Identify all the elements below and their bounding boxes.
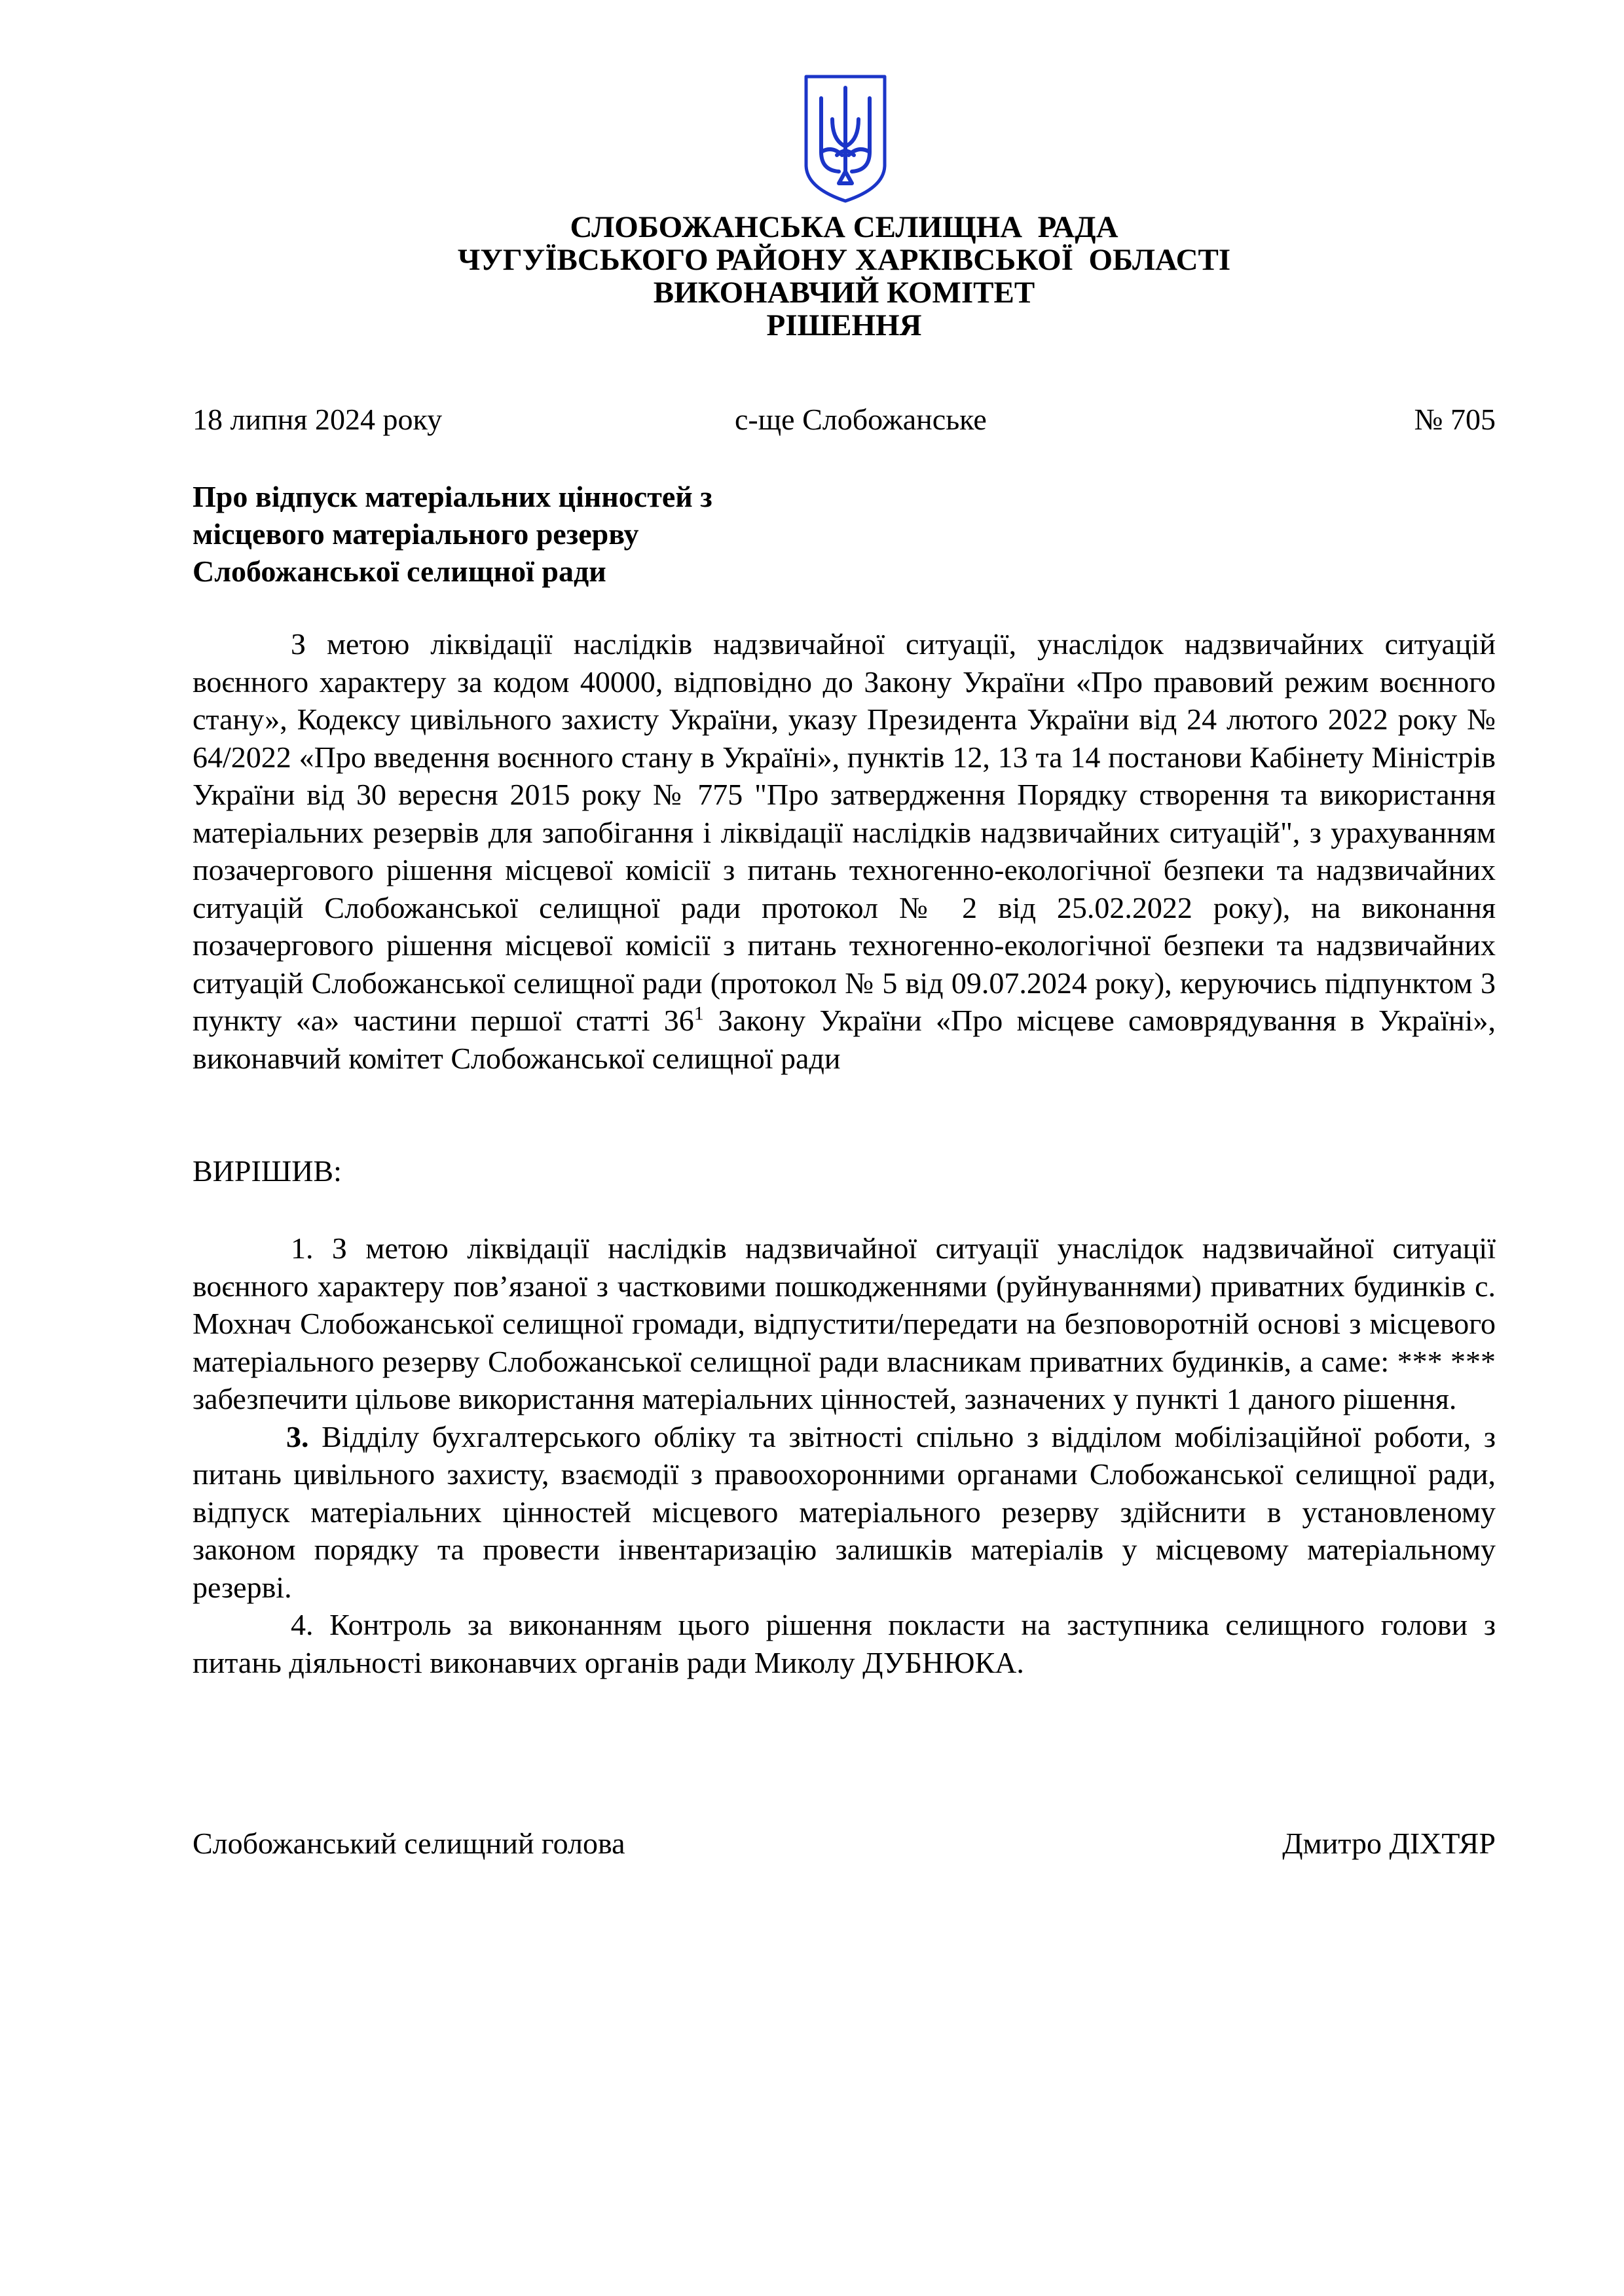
signature-title: Слобожанський селищний голова [193,1827,625,1860]
decision-subject [193,478,913,590]
decided-heading: ВИРІШИВ: [193,1154,342,1188]
signature-block [193,1825,1496,1864]
decision-meta [193,401,1496,440]
ukraine-coat-of-arms-icon [803,73,888,204]
decision-place: с-ще Слобожанське [735,403,987,436]
preamble-text: З метою ліквідації наслідків надзвичайної ситуації, унаслідок надзвичайних ситуацій воєнного характеру за кодом 40000, відповідно до Закону України «Про правовий режим воєнного стану», Кодексу цивільного захисту України, указу Президента України від 24 лютого 2022 року № 64/2022 «Про введення воєнного стану в Україні», пунктів 12, 13 та 14 постанови Кабінету Міністрів України від 30 вересня 2015 року № 775 "Про затвердження Порядку створення та використання матеріальних резервів для запобігання і ліквідації наслідків надзвичайних ситуацій", з урахуванням позачергового рішення місцевої комісії з питань техногенно-екологічної безпеки та надзвичайних ситуацій Слобожанської селищної ради протокол № 2 від 25.02.2022 року), на виконання позачергового рішення місцевої комісії з питань техногенно-екологічної безпеки та надзвичайних ситуацій Слобожанської селищної ради (протокол № 5 від 09.07.2024 року), керуючись підпунктом 3 пункту «а» частини першої статті 36 [193,627,1496,1037]
article-superscript: 1 [693,1002,704,1025]
subject-line: Про відпуск матеріальних цінностей з [193,480,712,513]
decision-items [193,1230,1496,1681]
council-header [193,211,1496,342]
decision-item-1: 1. З метою ліквідації наслідків надзвичайної ситуації унаслідок надзвичайної ситуації воєнного характеру пов’язаної з частковими пошкодженнями (руйнуваннями) приватних будинків с. Мохнач Слобожанської селищної громади, відпустити/передати на безповоротній основі з місцевого матеріального резерву Слобожанської селищної ради власникам приватних будинків, а саме: *** *** забезпечити цільове використання матеріальних цінностей, зазначених у пункті 1 даного рішення. [193,1231,1496,1415]
header-district: ЧУГУЇВСЬКОГО РАЙОНУ ХАРКІВСЬКОЇ ОБЛАСТІ [457,243,1231,277]
decision-item-3 [193,1418,1496,1607]
preamble-paragraph [193,625,1496,1077]
decision-date: 18 липня 2024 року [193,403,443,436]
preamble-text-end: Закону України «Про місцеве самоврядування в Україні», виконавчий комітет Слобожанської селищної ради [193,1004,1496,1075]
subject-line: місцевого матеріального резерву [193,517,639,551]
header-committee: ВИКОНАВЧИЙ КОМІТЕТ [653,276,1035,310]
header-doc-type: РІШЕННЯ [766,308,922,342]
header-council-name: СЛОБОЖАНСЬКА СЕЛИЩНА РАДА [570,210,1118,244]
decision-item-4: 4. Контроль за виконанням цього рішення покласти на заступника селищного голови з питань діяльності виконавчих органів ради Миколу ДУБНЮКА. [193,1608,1496,1679]
subject-line: Слобожанської селищної ради [193,555,606,588]
signature-name: Дмитро ДІХТЯР [1282,1827,1496,1860]
item-3-text: Відділу бухгалтерського обліку та звітності спільно з відділом мобілізаційної роботи, з питань цивільного захисту, взаємодії з правоохоронними органами Слобожанської селищної ради, відпуск матеріальних цінностей місцевого матеріального резерву здійснити в установленому законом порядку та провести інвентаризацію залишків матеріалів у місцевому матеріальному резерві. [193,1419,1496,1604]
decision-number: № 705 [1414,403,1496,436]
item-3-number: 3. [286,1419,309,1453]
